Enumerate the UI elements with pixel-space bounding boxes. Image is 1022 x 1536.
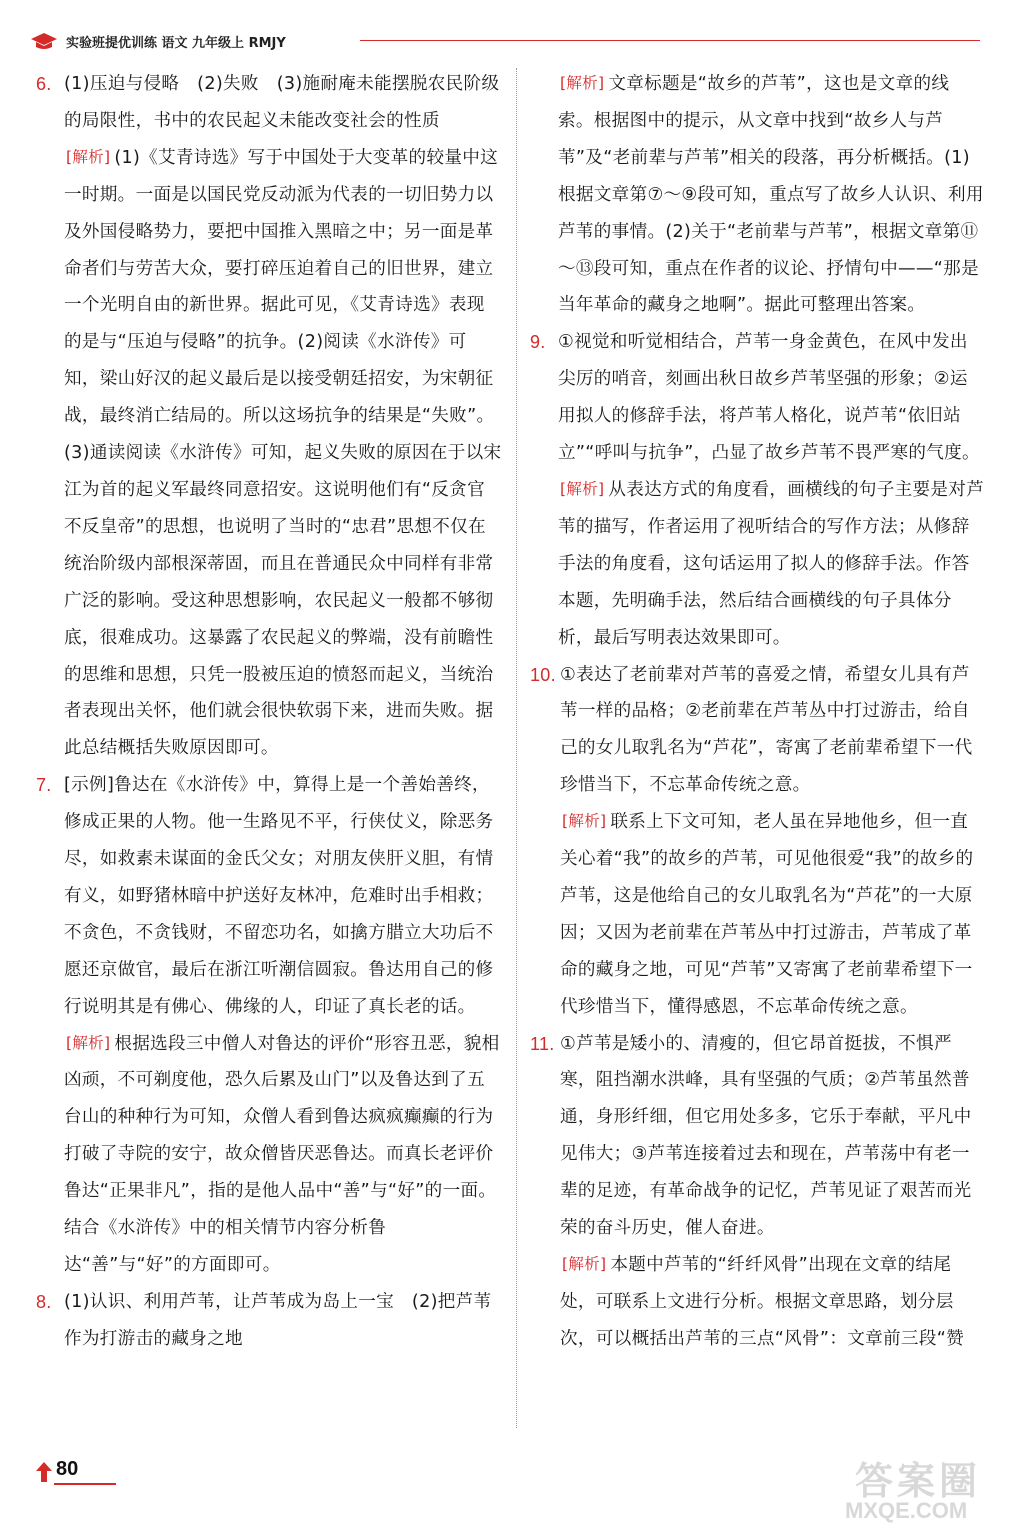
analysis-tag: [ 解析 ] <box>560 812 608 831</box>
question-7 <box>36 767 502 1284</box>
analysis-block <box>560 804 985 1025</box>
graduation-cap-icon <box>30 32 58 52</box>
answer-text: ①芦苇是矮小的、清瘦的，但它昂首挺拔，不惧严寒，阻挡潮水洪峰，具有坚强的气质；②芦苇虽然普通，身形纤细，但它用处多多，它乐于奉献，平凡中见伟大；③芦苇连接着过去和现在，芦苇荡中有老一辈的足迹，有革命战争的记忆，芦苇见证了艰苦而光荣的奋斗历史，催人奋进。 <box>560 1033 972 1239</box>
question-8-analysis <box>530 66 985 324</box>
analysis-text: (1)《艾青诗选》写于中国处于大变革的较量中这一时期。一面是以国民党反动派为代表的一切旧势力以及外国侵略势力，要把中国推入黑暗之中；另一面是革命者们与劳苦大众，要打碎压迫着自己的旧世界，建立一个光明自由的新世界。据此可见，《艾青诗选》表现的是与“压迫与侵略”的抗争。(2)阅读《水浒传》可知，梁山好汉的起义最后是以接受朝廷招安，为宋朝征战，最终消亡结局的。所以这场抗争的结果是“失败”。(3)通读阅读《水浒传》可知，起义失败的原因在于以宋江为首的起义军最终同意招安。这说明他们有“反贪官不反皇帝”的思想，也说明了当时的“忠君”思想不仅在统治阶级内部根深蒂固，而且在普通民众中同样有非常广泛的影响。受这种思想影响，农民起义一般都不够彻底，很难成功。这暴露了农民起义的弊端，没有前瞻性的思维和思想，只凭一股被压迫的愤怒而起义，当统治者表现出关怀，他们就会很快软弱下来，进而失败。据此总结概括失败原因即可。 <box>64 147 502 759</box>
analysis-tag: [ 解析 ] <box>558 480 606 499</box>
question-number: 9. <box>530 332 546 353</box>
analysis-tag: [ 解析 ] <box>64 148 112 167</box>
analysis-block <box>560 1247 985 1358</box>
column-divider <box>516 68 517 1428</box>
analysis-tag: [ 解析 ] <box>64 1034 112 1053</box>
page-arrow-icon <box>36 1462 52 1482</box>
book-title: 实验班提优训练 语文 九年级上 RMJY <box>66 36 286 51</box>
answer-text: (1)认识、利用芦苇，让芦苇成为岛上一宝 (2)把芦苇作为打游击的藏身之地 <box>64 1291 492 1349</box>
question-6 <box>36 66 502 767</box>
question-number: 6. <box>36 74 52 94</box>
question-8 <box>36 1284 502 1358</box>
watermark-logo <box>845 1450 1010 1530</box>
header-rule <box>360 40 980 41</box>
page-footer <box>36 1458 116 1486</box>
right-column <box>530 66 985 1358</box>
page-header <box>30 30 980 56</box>
analysis-text: 根据选段三中僧人对鲁达的评价“形容丑恶，貌相凶顽，不可剃度他，恐久后累及山门”以及鲁达到了五台山的种种行为可知，众僧人看到鲁达疯疯癫癫的行为打破了寺院的安宁，故众僧皆厌恶鲁达。而真长老评价鲁达“正果非凡”，指的是他人品中“善”与“好”的一面。结合《水浒传》中的相关情节内容分析鲁达“善”与“好”的方面即可。 <box>64 1033 500 1275</box>
watermark-domain: MXQE.COM <box>845 1498 968 1523</box>
answer-text: ①表达了老前辈对芦苇的喜爱之情，希望女儿具有芦苇一样的品格；②老前辈在芦苇丛中打过游击，给自己的女儿取乳名为“芦花”，寄寓了老前辈希望下一代珍惜当下，不忘革命传统之意。 <box>560 664 973 796</box>
analysis-text: 本题中芦苇的“纤纤风骨”出现在文章的结尾处，可联系上文进行分析。根据文章思路，划分层次，可以概括出芦苇的三点“风骨”：文章前三段“赞 <box>560 1255 965 1349</box>
question-11 <box>530 1026 985 1358</box>
question-number: 7. <box>36 775 52 796</box>
answer-text: [示例]鲁达在《水浒传》中，算得上是一个善始善终，修成正果的人物。他一生路见不平，行侠仗义，除恶务尽，如救素未谋面的金氏父女；对朋友侠肝义胆，有情有义，如野猪林暗中护送好友林冲，危难时出手相救；不贪色，不贪钱财，不留恋功名，如擒方腊立大功后不愿还京做官，最后在浙江听潮信圆寂。鲁达用自己的修行说明其是有佛心、佛缘的人，印证了真长老的话。 <box>64 775 494 1017</box>
analysis-block <box>558 472 985 657</box>
analysis-text: 联系上下文可知，老人虽在异地他乡，但一直关心着“我”的故乡的芦苇，可见他很爱“我”的故乡的芦苇，这是他给自己的女儿取乳名为“芦花”的一大原因；又因为老前辈在芦苇丛中打过游击，芦苇成了革命的藏身之地，可见“芦苇”又寄寓了老前辈希望下一代珍惜当下，懂得感恩，不忘革命传统之意。 <box>560 812 974 1017</box>
page-number: 80 <box>56 1458 79 1480</box>
analysis-tag: [ 解析 ] <box>558 74 606 93</box>
left-column <box>36 66 502 1358</box>
question-number: 8. <box>36 1291 52 1312</box>
analysis-text: 从表达方式的角度看，画横线的句子主要是对芦苇的描写，作者运用了视听结合的写作方法；从修辞手法的角度看，这句话运用了拟人的修辞手法。作答本题，先明确手法，然后结合画横线的句子具体分析，最后写明表达效果即可。 <box>558 479 985 648</box>
analysis-block <box>558 66 985 324</box>
analysis-block <box>64 140 502 767</box>
question-9 <box>530 324 985 656</box>
answer-text: (1)压迫与侵略 (2)失败 (3)施耐庵未能摆脱农民阶级的局限性，书中的农民起义未能改变社会的性质 <box>64 74 500 131</box>
question-10 <box>530 657 985 1026</box>
watermark-text: 答案圈 <box>855 1459 982 1503</box>
answer-text: ①视觉和听觉相结合，芦苇一身金黄色，在风中发出尖厉的哨音，刻画出秋日故乡芦苇坚强的形象；②运用拟人的修辞手法，将芦苇人格化，说芦苇“依旧站立”“呼叫与抗争”，凸显了故乡芦苇不畏严寒的气度。 <box>558 332 980 464</box>
analysis-text: 文章标题是“故乡的芦苇”，这也是文章的线索。根据图中的提示，从文章中找到“故乡人与芦苇”及“老前辈与芦苇”相关的段落，再分析概括。(1)根据文章第⑦～⑨段可知，重点写了故乡人认识、利用芦苇的事情。(2)关于“老前辈与芦苇”，根据文章第⑪～⑬段可知，重点在作者的议论、抒情句中——“那是当年革命的藏身之地啊”。据此可整理出答案。 <box>558 74 984 316</box>
analysis-block <box>64 1026 502 1284</box>
analysis-tag: [ 解析 ] <box>560 1255 608 1274</box>
question-number: 10. <box>530 664 556 685</box>
page-number-underline <box>54 1483 116 1485</box>
question-number: 11. <box>530 1033 555 1054</box>
